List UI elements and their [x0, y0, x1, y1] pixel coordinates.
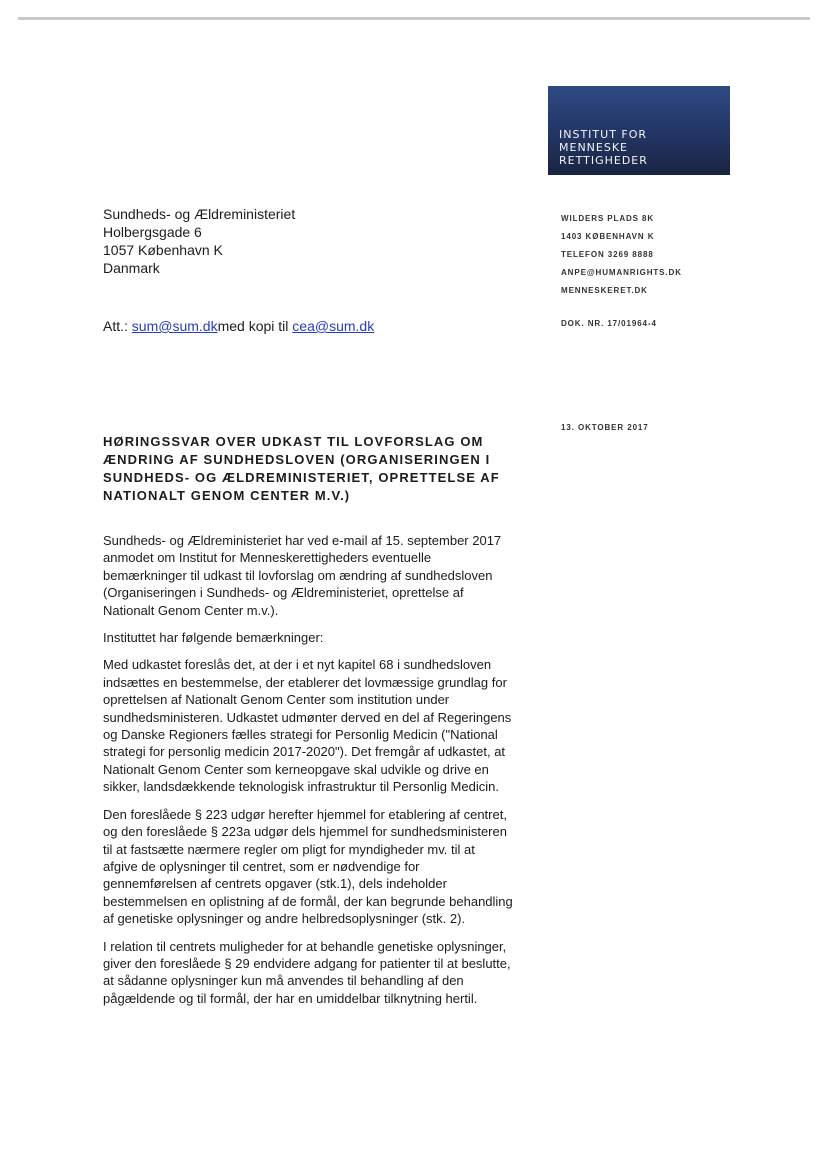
- body-line: (Organiseringen i Sundheds- og Ældreministeriet, oprettelse af: [103, 585, 464, 601]
- title-line: NATIONALT GENOM CENTER M.V.): [103, 488, 351, 503]
- sender-city: 1403 KØBENHAVN K: [561, 232, 655, 241]
- body-line: afgive de oplysninger til centret, som er nødvendige for: [103, 858, 420, 874]
- body-line: Sundheds- og Ældreministeriet har ved e-mail af 15. september 2017: [103, 533, 502, 548]
- body-line: gennemførelsen af centrets opgaver (stk.1), dels indeholder: [103, 876, 447, 892]
- body-line: pågældende og til formål, der har en umiddelbar tilknytning hertil.: [103, 990, 478, 1006]
- paragraph-section-29: [103, 938, 553, 1008]
- body-line: af genetiske oplysninger og andre helbredsoplysninger (stk. 2).: [103, 911, 466, 927]
- title-line: SUNDHEDS- OG ÆLDREMINISTERIET, OPRETTELSE AF: [103, 470, 500, 485]
- letter-date: 13. OKTOBER 2017: [561, 423, 649, 432]
- body-line: anmodet om Institut for Menneskerettigheders eventuelle: [103, 550, 432, 566]
- document-number: DOK. NR. 17/01964-4: [561, 319, 657, 328]
- cea-email-link[interactable]: cea@sum.dk: [292, 318, 375, 334]
- page-top-rule: [18, 17, 810, 20]
- logo-line: RETTIGHEDER: [559, 154, 648, 167]
- body-line: Den foreslåede § 223 udgør herefter hjemmel for etablering af centret,: [103, 806, 507, 822]
- paragraph-proposal: [103, 656, 553, 795]
- sender-phone: TELEFON 3269 8888: [561, 250, 654, 259]
- recipient-city: 1057 København K: [103, 242, 223, 258]
- attention-line: [103, 318, 374, 334]
- attention-middle: med kopi til: [217, 318, 293, 334]
- body-line: Med udkastet foreslås det, at der i et nyt kapitel 68 i sundhedsloven: [103, 657, 492, 673]
- paragraph-section-223: [103, 806, 553, 928]
- body-line: Nationalt Genom Center m.v.).: [103, 602, 279, 618]
- sender-contact-block: [561, 210, 682, 300]
- paragraph-remarks-heading: [103, 629, 553, 646]
- sum-email-link[interactable]: sum@sum.dk: [131, 318, 218, 334]
- body-line: bemærkninger til udkast til lovforslag om ændring af sundhedsloven: [103, 567, 493, 583]
- body-line: sundhedsministeren. Udkastet udmønter derved en del af Regeringens: [103, 709, 512, 725]
- body-line: Nationalt Genom Center som kerneopgave skal udvikle og drive en: [103, 761, 489, 777]
- logo-line: MENNESKE: [559, 141, 628, 154]
- body-line: bestemmelsen en oplistning af de formål, der kan begrunde behandling: [103, 893, 513, 909]
- sender-street: WILDERS PLADS 8K: [561, 214, 655, 223]
- body-line: oprettelsen af Nationalt Genom Center som institution under: [103, 692, 450, 708]
- recipient-name: Sundheds- og Ældreministeriet: [103, 206, 296, 222]
- letter-body: [103, 532, 553, 1017]
- body-line: til at fastsætte nærmere regler om pligt for myndigheder mv. til at: [103, 841, 475, 857]
- recipient-street: Holbergsgade 6: [103, 224, 202, 240]
- paragraph-intro: [103, 532, 553, 619]
- institute-logo: [548, 86, 730, 175]
- body-line: Instituttet har følgende bemærkninger:: [103, 630, 324, 646]
- attention-prefix: Att.:: [103, 318, 132, 334]
- sender-website: MENNESKERET.DK: [561, 286, 648, 295]
- body-line: strategi for personlig medicin 2017-2020"). Det fremgår af udkastet, at: [103, 744, 506, 760]
- body-line: og Danske Regioners fælles strategi for Personlig Medicin ("National: [103, 727, 498, 743]
- body-line: sikker, landsdækkende teknologisk infrastruktur til Personlig Medicin.: [103, 779, 499, 795]
- body-line: at sådanne oplysninger kun må anvendes til behandling af den: [103, 973, 464, 989]
- recipient-country: Danmark: [103, 260, 160, 276]
- recipient-address: [103, 205, 295, 277]
- logo-line: INSTITUT FOR: [559, 128, 648, 141]
- body-line: giver den foreslåede § 29 endvidere adgang for patienter til at beslutte,: [103, 955, 511, 971]
- body-line: I relation til centrets muligheder for at behandle genetiske oplysninger,: [103, 938, 507, 954]
- title-line: ÆNDRING AF SUNDHEDSLOVEN (ORGANISERINGEN I: [103, 452, 491, 467]
- sender-email: ANPE@HUMANRIGHTS.DK: [561, 268, 682, 277]
- title-line: HØRINGSSVAR OVER UDKAST TIL LOVFORSLAG OM: [103, 434, 484, 449]
- logo-wordmark: [559, 128, 648, 167]
- body-line: indsættes en bestemmelse, der etablerer det lovmæssige grundlag for: [103, 674, 507, 690]
- body-line: og den foreslåede § 223a udgør dels hjemmel for sundhedsministeren: [103, 824, 507, 840]
- letter-title: [103, 433, 523, 505]
